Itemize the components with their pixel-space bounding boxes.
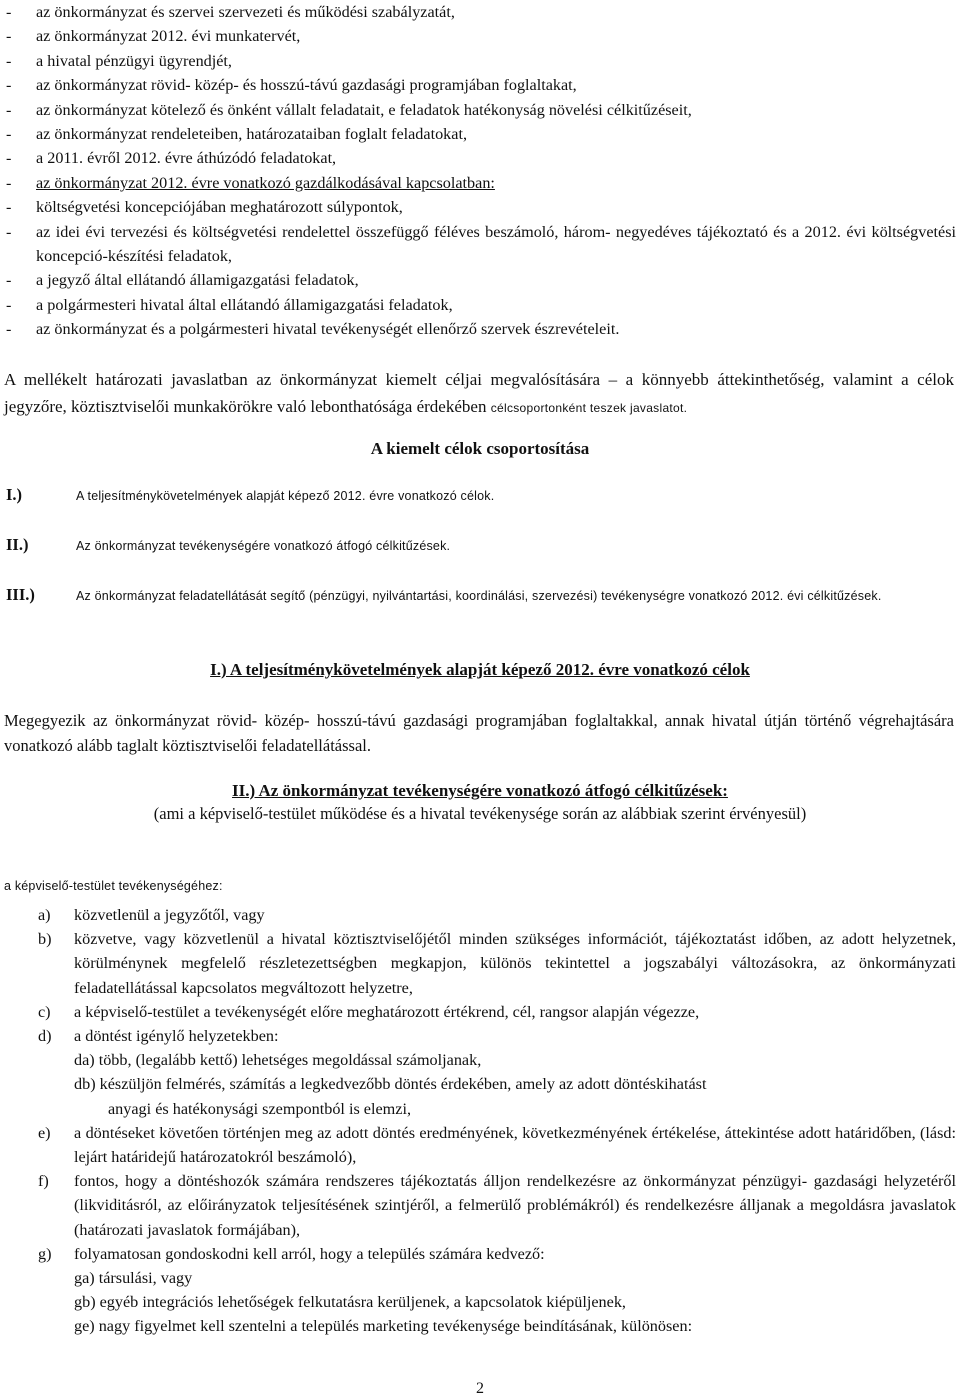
list-subitem: ge) nagy figyelmet kell szentelni a település marketing tevékenysége beindításának, különösen:: [74, 1317, 693, 1336]
section-1-title: I.) A teljesítménykövetelmények alapját képező 2012. évre vonatkozó célok: [210, 660, 750, 679]
list-item: - az idei évi tervezési és költségvetési rendelettel összefüggő féléves beszámoló, három- negyedéves tájékoztató és a 2012. évi költségvetési koncepció-készítési feladatok,: [6, 222, 956, 266]
list-item: - az önkormányzat rendeleteiben, határozataiban foglalt feladatokat,: [6, 125, 468, 144]
intro-text: A mellékelt határozati javaslatban az önkormányzat kiemelt céljai megvalósítására – a könnyebb áttekinthetőség, valamint a célok jegyzőre, köztisztviselői munkakörökre való lebonthatósága érdekében: [4, 370, 954, 416]
groups-title: A kiemelt célok csoportosítása: [370, 439, 590, 458]
list-item: - az önkormányzat 2012. évi munkatervét,: [6, 27, 301, 46]
list-item: a) közvetlenül a jegyzőtől, vagy: [38, 906, 265, 924]
list-item: - a 2011. évről 2012. évre áthúzódó feladatokat,: [6, 149, 337, 168]
list-subitem: da) több, (legalább kettő) lehetséges megoldással számoljanak,: [74, 1051, 482, 1070]
list-item: g) folyamatosan gondoskodni kell arról, hogy a település számára kedvező:: [38, 1244, 545, 1263]
intro-paragraph: [4, 366, 954, 422]
list-item: - az önkormányzat rövid- közép- és hosszú-távú gazdasági programjában foglaltakat,: [6, 76, 577, 95]
list-item: c) a képviselő-testület a tevékenységét előre meghatározott értékrend, cél, rangsor alapján végezze,: [38, 1002, 700, 1021]
list-item: f) fontos, hogy a döntéshozók számára rendszeres tájékoztatás álljon rendelkezésre az önkormányzat pénzügyi- gazdasági helyzetéről (likviditásról, az előirányzatok teljesítésének szintjéről, a felmerülő problémákról) és rendelkezésre álljanak a megoldásra javaslatok (határozati javaslatok formájában),: [38, 1172, 956, 1239]
list-item: d) a döntést igénylő helyzetekben:: [38, 1027, 279, 1046]
list-lead: a képviselő-testület tevékenységéhez:: [4, 879, 223, 893]
list-item: - költségvetési koncepciójában meghatározott súlypontok,: [6, 198, 403, 217]
dash-list: [6, 0, 956, 342]
list-item: b) közvetve, vagy közvetlenül a hivatal köztisztviselőjétől minden szükséges információt, tájékoztatást időben, az adott helyzetnek, körülménynek megfelelő részletezettségben megkapjon, különös tekintettel a jogszabályi változásokra, az önkormányzati feladatellátással kapcsolatos megváltozott helyzetre,: [38, 930, 956, 997]
list-item: - a polgármesteri hivatal által ellátandó államigazgatási feladatok,: [6, 295, 453, 314]
page-number: 2: [476, 1380, 484, 1397]
section-1-paragraph: Megegyezik az önkormányzat rövid- közép- hosszú-távú gazdasági programjában foglaltakkal, annak hivatal útján történő végrehajtására vonatkozó alább taglalt köztisztviselői feladatellátással.: [4, 711, 954, 755]
list-item: - a hivatal pénzügyi ügyrendjét,: [6, 51, 232, 70]
list-subitem: db) készüljön felmérés, számítás a legkedvezőbb döntés érdekében, amely az adott döntéskihatást: [74, 1075, 707, 1094]
section-2-subtitle: (ami a képviselő-testület működése és a hivatal tevékenysége során az alábbiak szerint érvényesül): [153, 804, 807, 823]
list-subitem: gb) egyéb integrációs lehetőségek felkutatásra kerüljenek, a kapcsolatok kiépüljenek,: [74, 1293, 626, 1312]
list-item: - az önkormányzat és szervei szervezeti és működési szabályzatát,: [6, 3, 455, 21]
list-item: - az önkormányzat kötelező és önként vállalt feladatait, e feladatok hatékonyság növelési célkitűzéseit,: [6, 100, 692, 119]
list-item: - az önkormányzat és a polgármesteri hivatal tevékenységét ellenőrző szervek észrevételeit.: [6, 320, 620, 339]
goal-group: I.) A teljesítménykövetelmények alapját képező 2012. évre vonatkozó célok.: [6, 485, 495, 504]
intro-small-text: célcsoportonként teszek javaslatot.: [490, 401, 688, 415]
goal-group: II.) Az önkormányzat tevékenységére vonatkozó átfogó célkitűzések.: [6, 535, 451, 554]
list-item: - a jegyző által ellátandó államigazgatási feladatok,: [6, 271, 359, 290]
goal-group: III.) Az önkormányzat feladatellátását segítő (pénzügyi, nyilvántartási, koordinálási, szervezési) tevékenységre vonatkozó 2012. évi célkitűzések.: [6, 585, 882, 604]
list-subitem: ga) társulási, vagy: [74, 1269, 193, 1288]
list-item: e) a döntéseket követően történjen meg az adott döntés eredményének, következményének értékelése, áttekintése adott határidőben, (lásd: lejárt határidejű határozatokról beszámoló),: [38, 1123, 956, 1167]
lettered-list: [38, 903, 956, 1339]
list-item: - az önkormányzat 2012. évre vonatkozó gazdálkodásával kapcsolatban:: [6, 173, 495, 192]
section-2-title: II.) Az önkormányzat tevékenységére vonatkozó átfogó célkitűzések:: [232, 781, 728, 800]
list-subitem-continuation: anyagi és hatékonysági szempontból is elemzi,: [108, 1099, 411, 1118]
